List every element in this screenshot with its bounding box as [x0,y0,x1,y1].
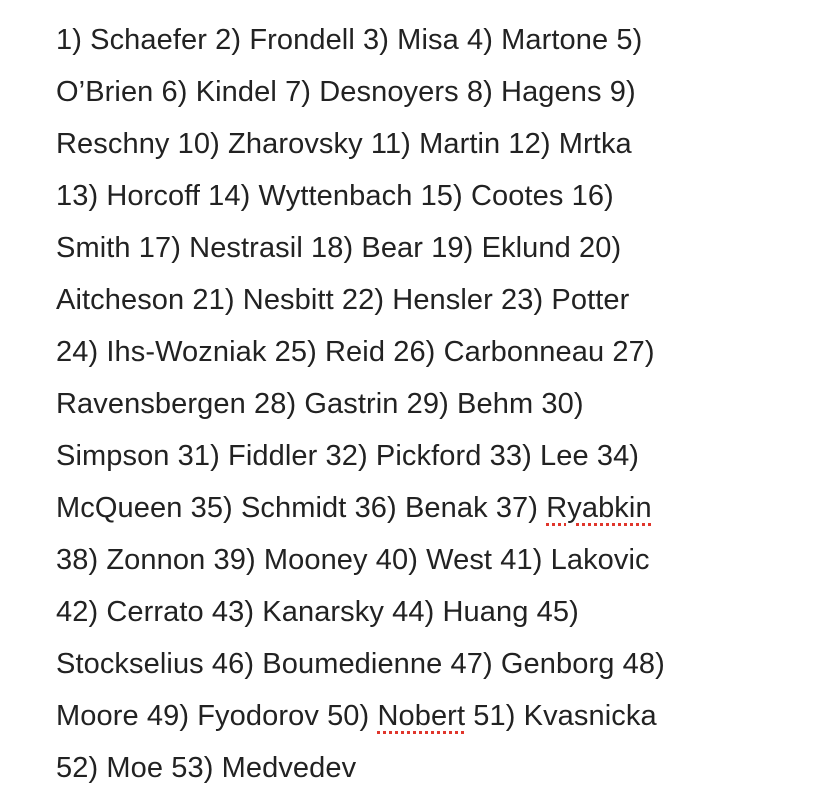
text-segment: McQueen 35) Schmidt 36) Benak 37) [56,492,547,524]
text-segment: Moore 49) Fyodorov 50) [56,700,378,732]
text-segment: 42) Cerrato 43) Kanarsky 44) Huang 45) [56,596,579,628]
text-line [56,118,786,170]
text-line [56,482,786,534]
text-segment: Reschny 10) Zharovsky 11) Martin 12) Mrtka [56,128,632,160]
text-line [56,66,786,118]
text-segment: Simpson 31) Fiddler 32) Pickford 33) Lee 34) [56,440,640,472]
text-line [56,14,786,66]
text-line [56,222,786,274]
text-segment: Ravensbergen 28) Gastrin 29) Behm 30) [56,388,584,420]
text-segment: O’Brien 6) Kindel 7) Desnoyers 8) Hagens 9) [56,76,636,108]
text-line [56,430,786,482]
text-line [56,690,786,742]
text-segment: 1) Schaefer 2) Frondell 3) Misa 4) Martone 5) [56,24,643,56]
text-segment: Smith 17) Nestrasil 18) Bear 19) Eklund 20) [56,232,622,264]
text-line [56,378,786,430]
text-segment: Aitcheson 21) Nesbitt 22) Hensler 23) Potter [56,284,630,316]
text-line [56,170,786,222]
text-line [56,534,786,586]
misspelled-word[interactable]: Nobert [377,700,466,732]
text-segment: 13) Horcoff 14) Wyttenbach 15) Cootes 16) [56,180,614,212]
text-segment: 24) Ihs-Wozniak 25) Reid 26) Carbonneau 27) [56,336,655,368]
text-segment: 38) Zonnon 39) Mooney 40) West 41) Lakovic [56,544,650,576]
misspelled-word[interactable]: Ryabkin [546,492,652,524]
text-segment: Stockselius 46) Boumedienne 47) Genborg 48) [56,648,665,680]
text-line [56,274,786,326]
note-text[interactable] [56,14,786,794]
text-segment: 52) Moe 53) Medvedev [56,752,357,784]
text-line [56,326,786,378]
text-segment: 51) Kvasnicka [465,700,657,732]
text-line [56,586,786,638]
text-line [56,742,786,794]
text-line [56,638,786,690]
